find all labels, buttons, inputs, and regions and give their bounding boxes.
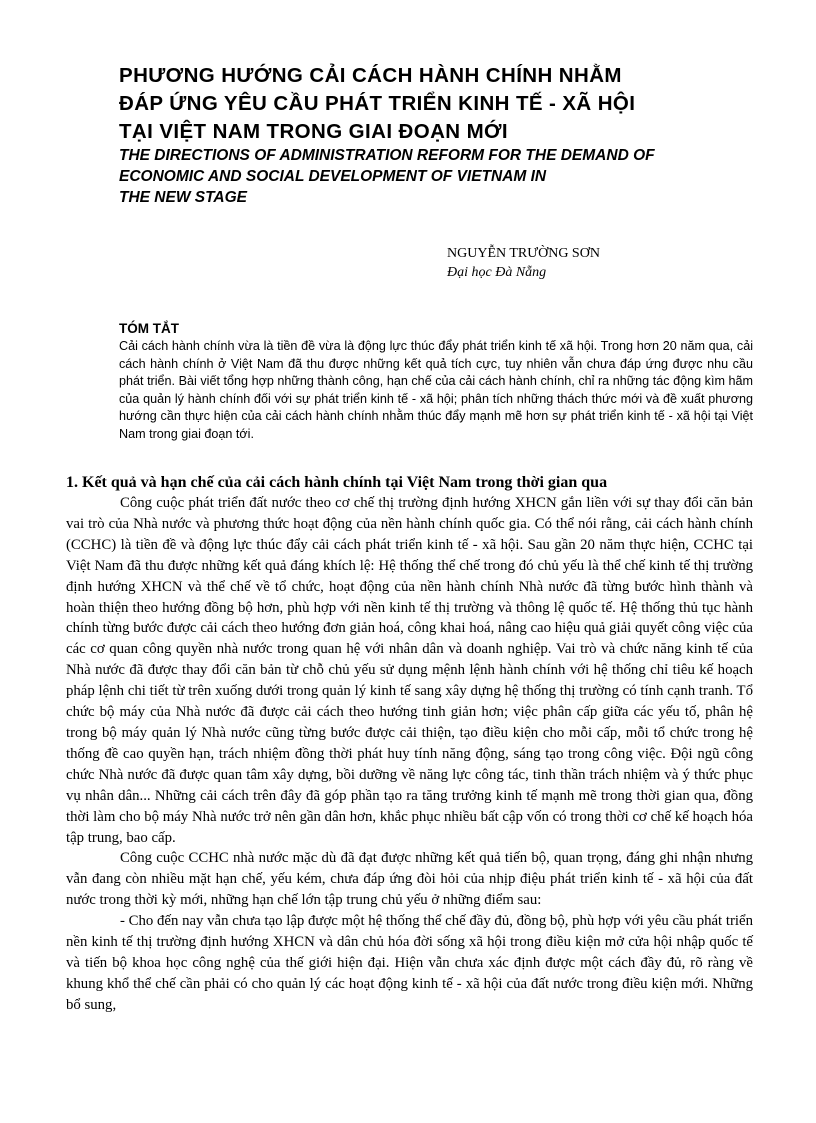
title-vn-line-2: ĐÁP ỨNG YÊU CẦU PHÁT TRIỂN KINH TẾ - XÃ HỘI — [119, 92, 636, 115]
section-body — [66, 493, 753, 1016]
title-vietnamese — [119, 62, 759, 146]
author-affiliation: Đại học Đà Nẵng — [447, 265, 547, 280]
body-paragraph: - Cho đến nay vẫn chưa tạo lập được một hệ thống thể chế đầy đủ, đồng bộ, phù hợp với yêu cầu phát triển nền kinh tế thị trường định hướng XHCN và dân chủ hóa đời sống xã hội trong điều kiện mở cửa hội nhập quốc tế và tiến bộ khoa học công nghệ của thế giới hiện đại. Hiện vẫn chưa xác định được một cách đầy đủ, rõ ràng về khung khổ thể chế cần phải có cho quản lý các hoạt động kinh tế - xã hội của đất nước trong điều kiện mới. Những bổ sung, — [66, 913, 753, 1013]
title-vn-line-3: TẠI VIỆT NAM TRONG GIAI ĐOẠN MỚI — [119, 120, 509, 143]
title-vn-line-1: PHƯƠNG HƯỚNG CẢI CÁCH HÀNH CHÍNH NHẰM — [119, 64, 622, 87]
title-en-line-1: THE DIRECTIONS OF ADMINISTRATION REFORM FOR THE DEMAND OF — [119, 147, 655, 164]
body-paragraph: Công cuộc CCHC nhà nước mặc dù đã đạt được những kết quả tiến bộ, quan trọng, đáng ghi nhận nhưng vẫn đang còn nhiều mặt hạn chế, yếu kém, chưa đáp ứng đòi hỏi của nhịp điệu phát triển kinh tế - xã hội của đất nước trong thời kỳ mới, những hạn chế lớn tập trung chủ yếu ở những điểm sau: — [66, 850, 753, 909]
title-en-line-2: ECONOMIC AND SOCIAL DEVELOPMENT OF VIETNAM IN — [119, 168, 547, 185]
author-name: NGUYỄN TRƯỜNG SƠN — [447, 246, 600, 261]
abstract-text: Cải cách hành chính vừa là tiền đề vừa là động lực thúc đẩy phát triển kinh tế xã hội. Trong hơn 20 năm qua, cải cách hành chính ở Việt Nam đã thu được những kết quả tích cực, tuy nhiên vẫn chưa đáp ứng được nhu cầu phát triển. Bài viết tổng hợp những thành công, hạn chế của cải cách hành chính, chỉ ra những tác động kìm hãm của quản lý hành chính đối với sự phát triển kinh tế - xã hội; phân tích những thách thức mới và đề xuất phương hướng cần thực hiện của cải cách hành chính nhằm thúc đẩy mạnh mẽ hơn sự phát triển kinh tế - xã hội tại Việt Nam trong giai đoạn tới. — [119, 339, 753, 441]
title-english — [119, 145, 769, 208]
title-en-line-3: THE NEW STAGE — [119, 189, 248, 206]
section-heading: 1. Kết quả và hạn chế của cải cách hành chính tại Việt Nam trong thời gian qua — [66, 474, 608, 491]
body-paragraph: Công cuộc phát triển đất nước theo cơ chế thị trường định hướng XHCN gắn liền với sự thay đổi căn bản vai trò của Nhà nước và phương thức hoạt động của nền hành chính quốc gia. Có thể nói rằng, cải cách hành chính (CCHC) là tiền đề và động lực thúc đẩy cải cách phát triển kinh tế - xã hội. Sau gần 20 năm thực hiện, CCHC tại Việt Nam đã thu được những kết quả đáng khích lệ: Hệ thống thể chế trong đó chủ yếu là thể chế kinh tế thị trường định hướng XHCN và thể chế về tổ chức, hoạt động của nền hành chính Nhà nước đã từng bước hình thành và hoàn thiện theo hướng đồng bộ hơn, phù hợp với nền kinh tế thị trường và thông lệ quốc tế. Hệ thống thủ tục hành chính từng bước được cải cách theo hướng đơn giản hoá, công khai hoá, nâng cao hiệu quả giải quyết công việc của các cơ quan công quyền nhà nước trong quan hệ với nhân dân và doanh nghiệp. Vai trò và chức năng kinh tế của Nhà nước đã được thay đổi căn bản từ chỗ chủ yếu sử dụng mệnh lệnh hành chính với hệ thống chỉ tiêu kế hoạch pháp lệnh chi tiết từ trên xuống dưới trong quản lý kinh tế sang xây dựng hệ thống thị trường có tính cạnh tranh. Tổ chức bộ máy của Nhà nước đã được cải cách theo hướng tinh giản hơn; việc phân cấp giữa các yếu tố, phân hệ trong bộ máy quản lý Nhà nước cũng từng bước được cải thiện, tạo điều kiện cho mỗi cấp, mỗi tổ chức trong hệ thống đề cao quyền hạn, trách nhiệm đồng thời phát huy tính năng động, sáng tạo trong công việc. Đội ngũ công chức Nhà nước đã được quan tâm xây dựng, bồi dưỡng về năng lực công tác, tinh thần trách nhiệm và ý thức phục vụ nhân dân... Những cải cách trên đây đã góp phần tạo ra tăng trưởng kinh tế mạnh mẽ trong thời gian qua, đồng thời làm cho bộ máy Nhà nước trở nên gần dân hơn, khắc phục nhiều bất cập vốn có trong thời cơ chế kế hoạch hóa tập trung, bao cấp. — [66, 495, 753, 846]
abstract-heading: TÓM TẮT — [119, 321, 179, 336]
